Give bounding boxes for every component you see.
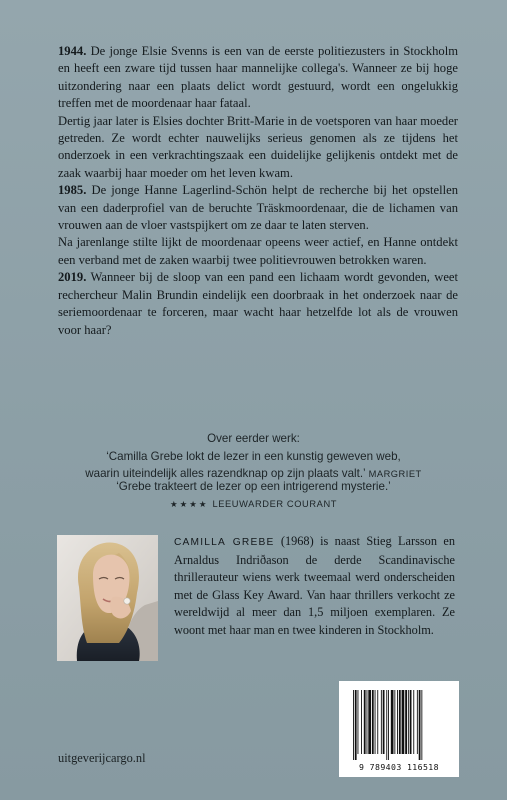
blurb-text-1: De jonge Elsie Svenns is een van de eerste politiezusters in Stockholm en heeft een zware tijd tussen haar mannelijke collega's. Wanneer ze bij hoge uitzondering naar een plaats delict wordt gestuurd, wordt een ongelukkig treffen met de moordenaar haar fataal. xyxy=(58,44,458,111)
quote1-line2: waarin uiteindelijk alles razendknap op zijn plaats valt.’ xyxy=(85,467,366,481)
quotes-heading: Over eerder werk: xyxy=(207,432,300,445)
quote1-line1: ‘Camilla Grebe lokt de lezer in een kunstig geweven web, xyxy=(106,449,401,463)
isbn-barcode xyxy=(339,681,459,777)
author-photo xyxy=(57,535,158,661)
blurb-text-2: Dertig jaar later is Elsies dochter Britt-Marie in de voetsporen van haar moeder getreden. Ze wordt echter nauwelijks serieus genomen als ze tijdens het onderzoek in een verkrachtingszaak een duidelijke gelijkenis ontdekt met de zaak waarbij haar moeder om het leven kwam. xyxy=(58,113,458,180)
year-2019: 2019. xyxy=(58,270,87,285)
barcode-bars xyxy=(352,690,446,760)
review-quote-margriet xyxy=(30,430,477,484)
year-1944: 1944. xyxy=(58,44,87,58)
author-bio-text: (1968) is naast Stieg Larsson en Arnaldus Indriðason de derde Scandinavische thrillerauteur wiens werk tweemaal werd onderscheiden met de Glass Key Award. Van haar thrillers verkocht ze wereldwijd al meer dan 1,5 miljoen exemplaren. Ze woont met haar man en twee kinderen in Stockholm. xyxy=(174,534,455,637)
blurb-paragraph-1985 xyxy=(58,182,458,234)
quote2-source: LEEUWARDER COURANT xyxy=(212,499,338,509)
blurb-paragraph-1944 xyxy=(58,43,458,113)
author-name: CAMILLA GREBE xyxy=(174,537,275,548)
author-bio xyxy=(174,533,455,639)
year-1985: 1985. xyxy=(58,183,87,198)
blurb xyxy=(58,43,458,339)
blurb-paragraph-hanne xyxy=(58,234,458,269)
rating-stars-icon: ★★★★ xyxy=(169,499,209,509)
blurb-text-5: Wanneer bij de sloop van een pand een lichaam wordt gevonden, weet rechercheur Malin Brundin eindelijk een doorbraak in het onderzoek naar de seriemoordenaar te forceren, maar wacht haar hetzelfde lot als de vrouwen voor haar? xyxy=(58,270,459,337)
quote1-source: MARGRIET xyxy=(368,469,422,480)
publisher-website: uitgeverijcargo.nl xyxy=(58,751,146,765)
review-quote-leeuwarder xyxy=(30,478,477,512)
blurb-paragraph-2019 xyxy=(58,269,458,339)
quote2-text: ‘Grebe trakteert de lezer op een intrigerend mysterie.’ xyxy=(116,480,391,493)
blurb-text-3: De jonge Hanne Lagerlind-Schön helpt de recherche bij het opstellen van een daderprofiel van de beruchte Träskmoordenaar, die de lichamen van vrouwen aan de vloer vastspijkert om ze daar te laten sterven. xyxy=(58,183,458,233)
author-portrait-image xyxy=(57,535,158,661)
blurb-paragraph-britt-marie xyxy=(58,113,458,183)
blurb-text-4: Na jarenlange stilte lijkt de moordenaar opeens weer actief, en Hanne ontdekt een verband met de zaken waarbij twee politievrouwen betrokken waren. xyxy=(58,235,458,267)
isbn-number: 9 789403 116518 xyxy=(359,762,439,772)
